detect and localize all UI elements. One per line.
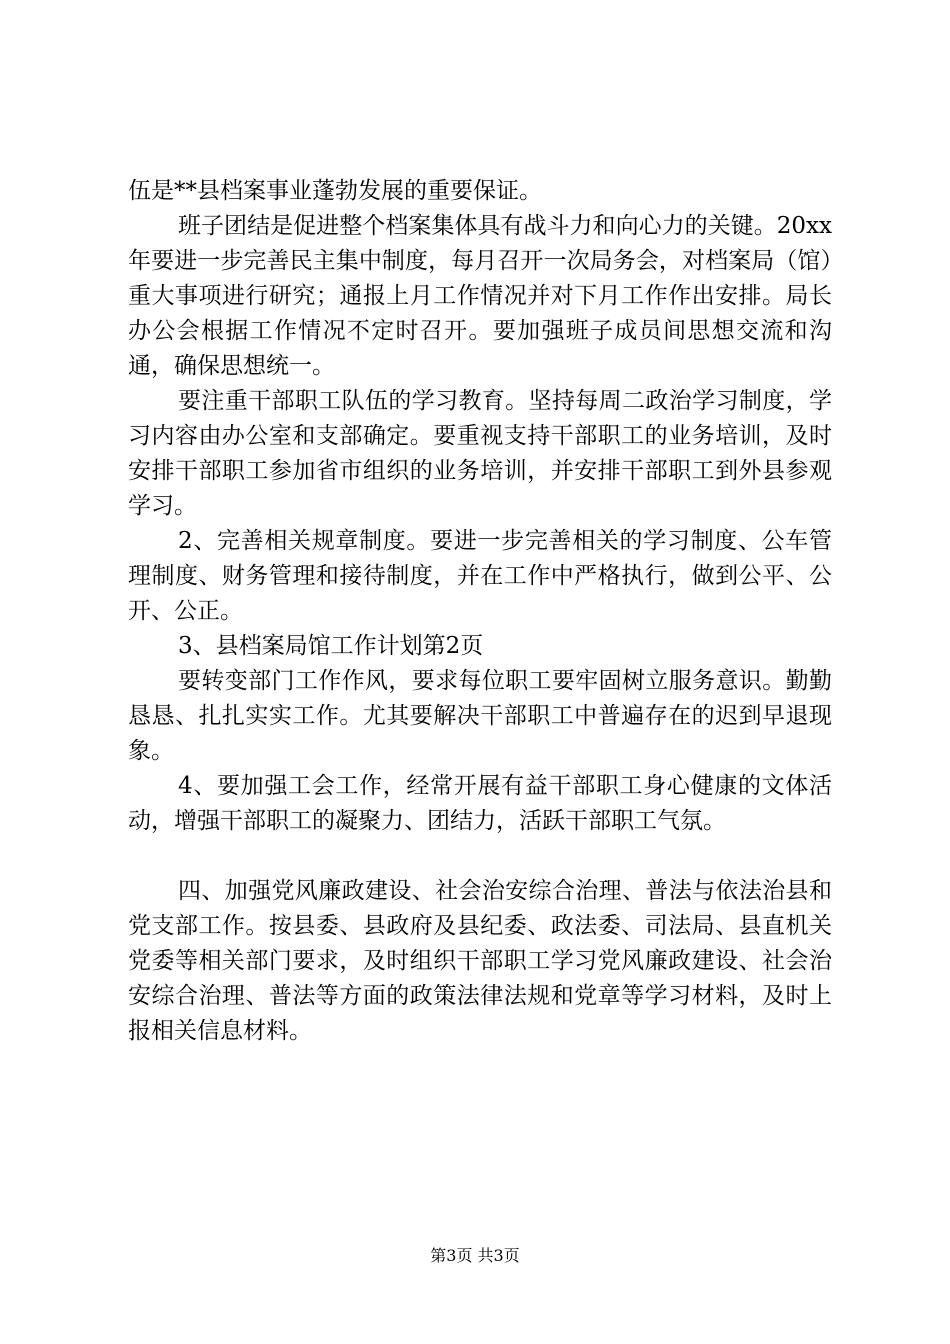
paragraph-rules-system: 2、完善相关规章制度。要进一步完善相关的学习制度、公车管理制度、财务管理和接待制度，并在工作中严格执行，做到公平、公开、公正。	[128, 528, 832, 624]
paragraph-union-work: 4、要加强工会工作，经常开展有益干部职工身心健康的文体活动，增强干部职工的凝聚力、团结力，活跃干部职工气氛。	[128, 773, 832, 834]
paragraph-team-unity: 班子团结是促进整个档案集体具有战斗力和向心力的关键。20xx年要进一步完善民主集中制度，每月召开一次局务会，对档案局（馆）重大事项进行研究；通报上月工作情况并对下月工作作出安排。局长办公会根据工作情况不定时召开。要加强班子成员间思想交流和沟通，确保思想统一。	[128, 213, 832, 379]
paragraph-section-heading: 3、县档案局馆工作计划第2页	[178, 633, 484, 659]
paragraph-continuation: 伍是**县档案事业蓬勃发展的重要保证。	[128, 178, 542, 204]
page-number: 第3页 共3页	[430, 1246, 520, 1265]
paragraph-staff-education: 要注重干部职工队伍的学习教育。坚持每周二政治学习制度，学习内容由办公室和支部确定。要重视支持干部职工的业务培训，及时安排干部职工参加省市组织的业务培训，并安排干部职工到外县参观学习。	[128, 388, 832, 519]
page-footer	[0, 1244, 950, 1268]
paragraph-work-style: 要转变部门工作作风，要求每位职工要牢固树立服务意识。勤勤恳恳、扎扎实实工作。尤其要解决干部职工中普遍存在的迟到早退现象。	[128, 668, 832, 764]
paragraph-party-building: 四、加强党风廉政建设、社会治安综合治理、普法与依法治县和党支部工作。按县委、县政府及县纪委、政法委、司法局、县直机关党委等相关部门要求，及时组织干部职工学习党风廉政建设、社会治安综合治理、普法等方面的政策法律法规和党章等学习材料，及时上报相关信息材料。	[128, 878, 832, 1044]
document-body	[128, 174, 832, 1049]
